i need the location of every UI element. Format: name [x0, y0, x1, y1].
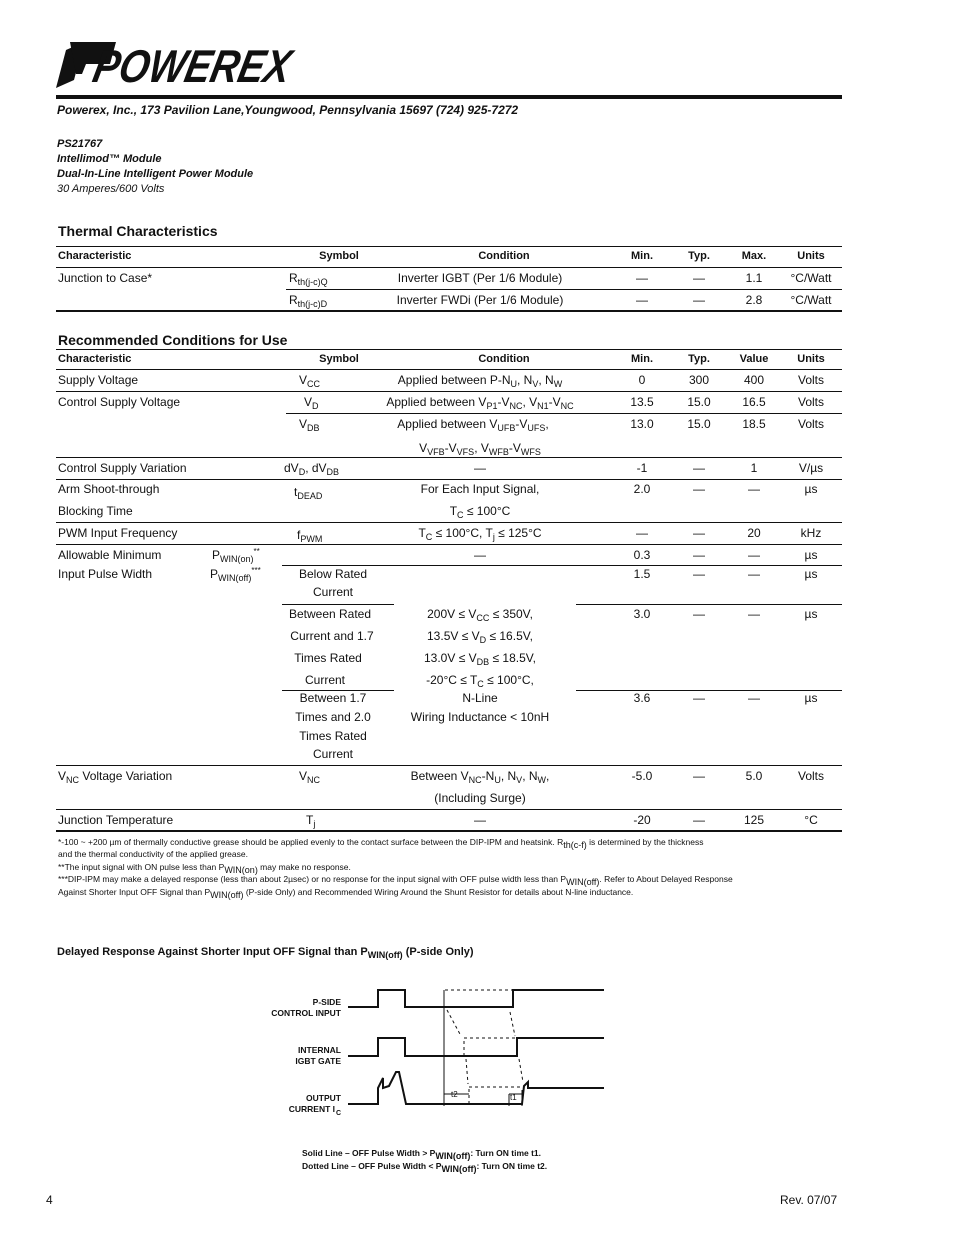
footnote-1: *-100 ~ +200 µm of thermally conductive grease should be applied evenly to the contact surface between the DIP-IPM and heatsink. $R_{th(c-f)}$ is determined by the thickness	[58, 837, 704, 850]
value: —	[748, 482, 760, 496]
min: —	[636, 271, 648, 285]
symbol: $V_{CC}$	[299, 373, 321, 389]
rc-units-header: Units	[797, 353, 825, 365]
recommended-title: Recommended Conditions for Use	[58, 332, 288, 348]
arrow-2	[466, 1059, 468, 1084]
label-pside-1: P-SIDE	[312, 997, 341, 1007]
below-line1: Below Rated	[298, 567, 368, 581]
units: °C	[804, 813, 818, 827]
cond-vd: $13.5V \le V_D \le 16.5V$,	[427, 629, 533, 645]
condition: —	[474, 548, 486, 562]
footnote-3b: Against Shorter Input OFF Signal than $P_{WIN(off)}$ (P-side Only) and Recommended Wiring Around the Shunt Resistor for details about N-line inductance.	[58, 886, 634, 900]
condition-line1: For Each Input Signal,	[420, 482, 540, 496]
th-max-header: Max.	[741, 250, 767, 262]
units: µs	[804, 691, 818, 705]
symbol: $f_{PWM}$	[297, 528, 323, 544]
typ: —	[693, 607, 705, 621]
divider	[282, 565, 842, 566]
max: 2.8	[745, 293, 763, 307]
diagram-title: Delayed Response Against Shorter Input OFF Signal than $P_{WIN(off)}$ (P-side Only)	[57, 946, 474, 960]
typ: —	[693, 813, 705, 827]
over-line4: Current	[312, 747, 354, 761]
rc-symbol-header: Symbol	[319, 353, 359, 365]
cond-tc: $-20^\circ C \le T_C \le 100^\circ C$,	[426, 673, 534, 689]
min: 13.5	[630, 395, 654, 409]
label-gate-1: INTERNAL	[298, 1045, 341, 1055]
typ: —	[693, 293, 705, 307]
revision: Rev. 07/07	[780, 1193, 838, 1207]
th-typ-header: Typ.	[688, 250, 710, 262]
value: —	[748, 548, 760, 562]
divider	[286, 413, 842, 414]
condition: $T_C \le 100^\circ C$, $T_j \le 125^\circ C$	[418, 526, 542, 542]
rc-min-header: Min.	[631, 353, 653, 365]
units: Volts	[797, 769, 825, 783]
value: 5.0	[745, 769, 763, 783]
rc-condition-header: Condition	[478, 353, 530, 365]
value: —	[748, 607, 760, 621]
typ: —	[693, 548, 705, 562]
value: 125	[743, 813, 765, 827]
value: 18.5	[742, 417, 766, 431]
cond-nline: N-Line	[462, 691, 498, 705]
diagram-legend	[302, 1147, 547, 1173]
cond-vcc: $200V \le V_{CC} \le 350V$,	[427, 607, 533, 623]
thermal-title: Thermal Characteristics	[58, 223, 218, 239]
page-number: 4	[46, 1193, 53, 1207]
divider	[56, 349, 842, 350]
legend-solid: Solid Line – OFF Pulse Width > $P_{WIN(off)}$: Turn ON time t1.	[302, 1148, 542, 1161]
label-pside-2: CONTROL INPUT	[271, 1008, 341, 1018]
characteristic: Junction to Case*	[58, 271, 153, 285]
min: 0	[638, 373, 646, 387]
divider	[56, 765, 842, 766]
characteristic: Control Supply Voltage	[58, 395, 181, 409]
condition-line1: Between $V_{NC}-N_U$, $N_V$, $N_W$,	[410, 769, 550, 785]
condition: Applied between $P-N_U$, $N_V$, $N_W$	[397, 373, 563, 389]
gate-signal	[348, 1038, 604, 1056]
typ: —	[693, 567, 705, 581]
units: µs	[804, 482, 818, 496]
symbol: $dV_D$, $dV_{DB}$	[284, 461, 340, 477]
condition: —	[474, 461, 486, 475]
typ: 300	[688, 373, 710, 387]
between-line2: Current and 1.7	[290, 629, 374, 643]
symbol: $R_{th(j-c)D}$	[289, 293, 328, 309]
min: 2.0	[633, 482, 651, 496]
min: 13.0	[630, 417, 654, 431]
rc-value-header: Value	[739, 353, 769, 365]
divider	[56, 544, 842, 545]
condition-line2: $V_{VFB}-V_{VFS}$, $V_{WFB}-V_{WFS}$	[419, 441, 541, 457]
typ: —	[693, 461, 705, 475]
symbol: $V_D$	[304, 395, 319, 411]
gate-dotted	[464, 1038, 517, 1056]
between-line4: Current	[304, 673, 346, 687]
characteristic: Junction Temperature	[58, 813, 174, 827]
condition: Inverter IGBT (Per 1/6 Module)	[397, 271, 563, 285]
max: 1.1	[745, 271, 763, 285]
divider	[56, 830, 842, 832]
company-address: Powerex, Inc., 173 Pavilion Lane,Youngwood, Pennsylvania 15697 (724) 925-7272	[57, 103, 519, 117]
th-units-header: Units	[797, 250, 825, 262]
characteristic: PWM Input Frequency	[58, 526, 178, 540]
value: 400	[743, 373, 765, 387]
min: —	[636, 526, 648, 540]
between-line1: Between Rated	[288, 607, 372, 621]
units: Volts	[797, 373, 825, 387]
part-number: PS21767	[57, 138, 103, 150]
typ: —	[693, 526, 705, 540]
min: —	[636, 293, 648, 307]
symbol: $R_{th(j-c)Q}$	[289, 271, 328, 287]
th-min-header: Min.	[631, 250, 653, 262]
value: 1	[750, 461, 758, 475]
label-gate-2: IGBT GATE	[295, 1056, 341, 1066]
rc-typ-header: Typ.	[688, 353, 710, 365]
symbol-off: $P_{WIN(off)}^{***}$	[210, 566, 261, 583]
typ: —	[693, 271, 705, 285]
logo-text: POWEREX	[88, 40, 335, 92]
divider	[282, 604, 394, 605]
units: Volts	[797, 417, 825, 431]
min: -1	[636, 461, 648, 475]
condition-line2: $T_C \le 100^\circ C$	[449, 504, 511, 520]
between-line3: Times Rated	[294, 651, 362, 665]
t1-label: t1	[510, 1093, 517, 1102]
product-line2: Dual-In-Line Intelligent Power Module	[57, 168, 254, 180]
min: -5.0	[631, 769, 653, 783]
footnote-2: **The input signal with ON pulse less than $P_{WIN(on)}$ may make no response.	[58, 861, 351, 875]
characteristic-line1: Arm Shoot-through	[58, 482, 160, 496]
pside-signal	[348, 990, 604, 1007]
product-line1: Intellimod™ Module	[57, 153, 162, 165]
characteristic-line1: Allowable Minimum	[58, 548, 162, 562]
divider	[56, 479, 842, 480]
typ: 15.0	[687, 395, 711, 409]
condition-line2: (Including Surge)	[434, 791, 526, 805]
condition: Inverter FWDi (Per 1/6 Module)	[396, 293, 564, 307]
divider	[56, 246, 842, 247]
condition: Applied between $V_{P1}-V_{NC}$, $V_{N1}-V_{NC}$	[386, 395, 574, 411]
units: µs	[804, 607, 818, 621]
cond-inductance: Wiring Inductance < 10nH	[410, 710, 550, 724]
timing-diagram	[0, 965, 954, 1145]
characteristic-line2: Input Pulse Width	[58, 567, 153, 581]
typ: 15.0	[687, 417, 711, 431]
rc-char-header: Characteristic	[58, 353, 132, 365]
symbol: $V_{DB}$	[299, 417, 320, 433]
units: °C/Watt	[790, 271, 832, 285]
value: —	[748, 567, 760, 581]
min: 1.5	[633, 567, 651, 581]
divider	[56, 457, 842, 458]
characteristic: Supply Voltage	[58, 373, 139, 387]
condition-line1: Applied between $V_{UFB}-V_{UFS}$,	[397, 417, 549, 433]
divider	[286, 289, 842, 290]
units: µs	[804, 567, 818, 581]
powerex-logo	[56, 40, 335, 92]
units: Volts	[797, 395, 825, 409]
value: 16.5	[742, 395, 766, 409]
characteristic-line2: Blocking Time	[58, 504, 133, 518]
value: —	[748, 691, 760, 705]
characteristic: Control Supply Variation	[58, 461, 187, 475]
divider	[56, 522, 842, 523]
condition: —	[474, 813, 486, 827]
divider	[56, 310, 842, 312]
units: µs	[804, 548, 818, 562]
t2-label: t2	[451, 1090, 458, 1099]
symbol-on: $P_{WIN(on)}^{**}$	[212, 547, 260, 564]
footnotes	[58, 836, 842, 898]
min: -20	[633, 813, 651, 827]
header-rule	[56, 95, 842, 99]
th-condition-header: Condition	[478, 250, 530, 262]
units: °C/Watt	[790, 293, 832, 307]
cond-vdb: $13.0V \le V_{DB} \le 18.5V$,	[424, 651, 536, 667]
footnote-3: ***DIP-IPM may make a delayed response (less than about 2µsec) or no response for the input signal with OFF pulse width less than $P_{WIN(off)}$. Refer to About Delayed Response	[58, 874, 733, 888]
divider	[56, 267, 842, 268]
value: 20	[747, 526, 761, 540]
label-output-2: CURRENT I	[288, 1104, 335, 1114]
below-line2: Current	[312, 585, 354, 599]
label-output-sub: C	[336, 1110, 342, 1117]
over-line2: Times and 2.0	[295, 710, 371, 724]
over-line1: Between 1.7	[299, 691, 367, 705]
divider	[576, 690, 842, 691]
footnote-1b: and the thermal conductivity of the applied grease.	[58, 849, 248, 860]
min: 0.3	[633, 548, 651, 562]
divider	[576, 604, 842, 605]
symbol: $t_{DEAD}$	[294, 485, 323, 501]
typ: —	[693, 482, 705, 496]
divider	[56, 391, 842, 392]
arrow-4	[519, 1059, 523, 1082]
product-block	[57, 137, 253, 197]
divider	[56, 369, 842, 370]
symbol: $T_j$	[306, 813, 316, 829]
min: 3.0	[633, 607, 651, 621]
product-line3: 30 Amperes/600 Volts	[57, 183, 165, 195]
units: V/µs	[798, 461, 824, 475]
output-signal	[348, 1072, 604, 1104]
th-char-header: Characteristic	[58, 250, 132, 262]
th-symbol-header: Symbol	[319, 250, 359, 262]
legend-dotted: Dotted Line – OFF Pulse Width < $P_{WIN(off)}$: Turn ON time t2.	[302, 1161, 548, 1174]
symbol: $V_{NC}$	[299, 769, 321, 785]
arrow-3	[510, 1012, 515, 1036]
min: 3.6	[633, 691, 651, 705]
arrow-1	[447, 1010, 461, 1036]
label-output-1: OUTPUT	[306, 1093, 341, 1103]
pside-dotted	[444, 990, 513, 1007]
over-line3: Times Rated	[299, 729, 367, 743]
characteristic: $V_{NC}$ Voltage Variation	[58, 769, 173, 785]
units: kHz	[800, 526, 822, 540]
typ: —	[693, 769, 705, 783]
typ: —	[693, 691, 705, 705]
divider	[56, 809, 842, 810]
